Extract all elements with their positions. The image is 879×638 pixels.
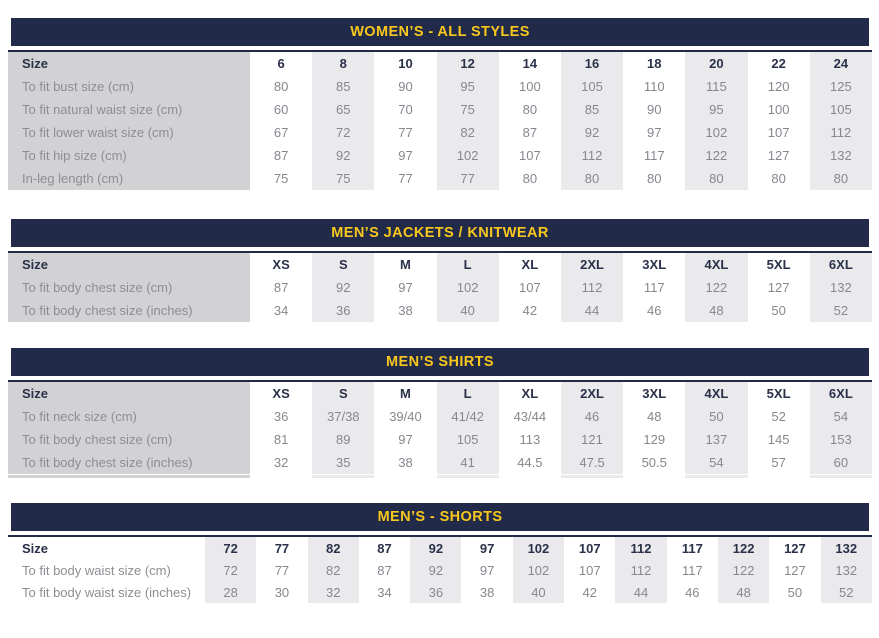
value-cell: 46 (561, 405, 623, 428)
value-cell: 95 (685, 98, 747, 121)
value-cell: 89 (312, 428, 374, 451)
value-cell: 37/38 (312, 405, 374, 428)
value-cell: 42 (522, 303, 538, 318)
value-cell: 80 (646, 171, 662, 186)
size-header-label: Size (8, 51, 250, 75)
row-label (8, 475, 250, 479)
value-cell: 85 (312, 75, 374, 98)
size-cell: 6 (277, 56, 285, 71)
size-header-row (8, 536, 872, 559)
value-cell: 137 (685, 428, 747, 451)
value-cell: 153 (810, 428, 872, 451)
size-cell: 20 (685, 51, 747, 75)
size-cell: 97 (479, 540, 495, 556)
table-row (8, 405, 872, 428)
value-cell: 145 (767, 432, 790, 447)
value-cell: 52 (821, 581, 872, 603)
value-cell: 82 (437, 121, 499, 144)
value-cell: 82 (308, 559, 359, 581)
cropped-partial-row (8, 475, 872, 479)
size-cell: L (437, 381, 499, 405)
value-cell: 97 (479, 562, 495, 578)
size-cell: S (312, 381, 374, 405)
value-cell: 107 (578, 562, 601, 578)
value-cell: 112 (561, 276, 623, 299)
value-cell (561, 475, 623, 479)
value-cell: 40 (437, 299, 499, 322)
value-cell: 60 (810, 451, 872, 475)
value-cell: 52 (771, 409, 786, 424)
size-cell: 14 (522, 56, 538, 71)
value-cell: 100 (518, 79, 541, 94)
value-cell: 80 (522, 102, 538, 117)
row-label: To fit body chest size (cm) (8, 428, 250, 451)
row-label: To fit hip size (cm) (8, 144, 250, 167)
value-cell: 87 (273, 148, 289, 163)
size-cell: 72 (205, 536, 256, 559)
table-row (8, 98, 872, 121)
value-cell: 75 (273, 171, 289, 186)
value-cell: 127 (767, 280, 790, 295)
value-cell: 36 (312, 299, 374, 322)
value-cell: 30 (274, 584, 290, 600)
size-table (8, 50, 872, 190)
size-cell: 92 (410, 536, 461, 559)
value-cell: 81 (273, 432, 289, 447)
value-cell: 110 (643, 79, 665, 94)
size-cell: 77 (274, 540, 290, 556)
size-table-mens-shirts (8, 348, 872, 478)
value-cell: 97 (398, 280, 413, 295)
value-cell (312, 475, 374, 479)
size-guide (0, 18, 879, 603)
value-cell: 87 (273, 280, 289, 295)
size-cell: XL (521, 386, 539, 401)
value-cell (374, 475, 436, 479)
value-cell: 80 (685, 167, 747, 190)
table-title: MEN’S - SHORTS (377, 509, 503, 525)
value-cell: 112 (561, 144, 623, 167)
value-cell: 35 (312, 451, 374, 475)
value-cell: 34 (377, 584, 392, 600)
value-cell (499, 475, 561, 479)
value-cell: 32 (308, 581, 359, 603)
table-title: MEN’S JACKETS / KNITWEAR (331, 225, 549, 241)
row-label: To fit bust size (cm) (8, 75, 250, 98)
value-cell: 85 (561, 98, 623, 121)
value-cell: 107 (518, 148, 541, 163)
size-table-mens-jackets-knitwear (8, 219, 872, 322)
row-label: To fit body waist size (cm) (22, 562, 171, 578)
value-cell (250, 475, 312, 479)
value-cell: 36 (273, 409, 289, 424)
size-cell: 5XL (766, 257, 791, 272)
value-cell: 132 (810, 276, 872, 299)
size-header-label: Size (22, 540, 49, 556)
value-cell: 80 (771, 171, 786, 186)
size-cell: 6XL (810, 252, 872, 276)
value-cell: 57 (771, 455, 786, 470)
value-cell: 28 (205, 581, 256, 603)
value-cell: 60 (273, 102, 289, 117)
value-cell: 132 (810, 144, 872, 167)
value-cell: 95 (437, 75, 499, 98)
value-cell: 50 (685, 405, 747, 428)
value-cell: 113 (519, 432, 541, 447)
value-cell: 65 (312, 98, 374, 121)
row-label: To fit body waist size (inches) (22, 584, 192, 600)
value-cell: 80 (273, 79, 289, 94)
size-header-label: Size (8, 381, 250, 405)
size-table (8, 380, 872, 478)
value-cell: 102 (437, 276, 499, 299)
value-cell: 38 (479, 584, 495, 600)
value-cell: 50 (787, 584, 803, 600)
table-row (8, 144, 872, 167)
size-cell: S (312, 252, 374, 276)
value-cell: 48 (646, 409, 662, 424)
row-label: To fit lower waist size (cm) (8, 121, 250, 144)
size-cell: 18 (646, 56, 662, 71)
value-cell: 40 (513, 581, 564, 603)
value-cell: 122 (685, 144, 747, 167)
value-cell: 54 (685, 451, 747, 475)
size-cell: 82 (308, 536, 359, 559)
size-cell: L (437, 252, 499, 276)
value-cell: 39/40 (389, 409, 422, 424)
size-header-row (8, 252, 872, 276)
value-cell: 38 (398, 455, 413, 470)
size-cell: 127 (784, 540, 806, 556)
value-cell: 127 (784, 562, 806, 578)
value-cell: 105 (810, 98, 872, 121)
table-title-bar (11, 219, 869, 247)
value-cell: 100 (767, 102, 790, 117)
table-row (8, 559, 872, 581)
value-cell: 34 (273, 303, 289, 318)
table-row (8, 276, 872, 299)
value-cell: 80 (810, 167, 872, 190)
value-cell: 117 (681, 562, 703, 578)
size-table (8, 535, 872, 603)
value-cell: 90 (398, 79, 413, 94)
row-label: To fit natural waist size (cm) (8, 98, 250, 121)
value-cell: 105 (561, 75, 623, 98)
value-cell: 122 (718, 559, 769, 581)
size-cell: 10 (398, 56, 413, 71)
table-title-bar (11, 18, 869, 46)
value-cell (748, 475, 810, 479)
value-cell: 121 (561, 428, 623, 451)
table-row (8, 121, 872, 144)
value-cell: 115 (685, 75, 747, 98)
value-cell: 80 (561, 167, 623, 190)
size-cell: XS (272, 386, 290, 401)
size-header-row (8, 381, 872, 405)
size-header-label: Size (8, 252, 250, 276)
value-cell: 97 (398, 148, 413, 163)
size-table-mens-shorts (8, 503, 872, 603)
value-cell: 117 (643, 148, 665, 163)
value-cell: 50 (771, 303, 786, 318)
size-cell: 5XL (766, 386, 791, 401)
size-cell: 24 (810, 51, 872, 75)
value-cell: 50.5 (641, 455, 667, 470)
size-cell: 4XL (685, 381, 747, 405)
value-cell: 41/42 (437, 405, 499, 428)
value-cell: 132 (821, 559, 872, 581)
row-label: To fit body chest size (inches) (8, 451, 250, 475)
value-cell: 41 (437, 451, 499, 475)
value-cell: 92 (561, 121, 623, 144)
value-cell: 44.5 (517, 455, 543, 470)
value-cell: 77 (437, 167, 499, 190)
value-cell: 107 (518, 280, 541, 295)
value-cell: 87 (522, 125, 538, 140)
size-cell: 8 (312, 51, 374, 75)
value-cell: 92 (312, 144, 374, 167)
table-row (8, 581, 872, 603)
row-label: To fit neck size (cm) (8, 405, 250, 428)
value-cell: 92 (312, 276, 374, 299)
row-label: In-leg length (cm) (8, 167, 250, 190)
value-cell: 67 (273, 125, 289, 140)
value-cell: 72 (312, 121, 374, 144)
table-title: WOMEN’S - ALL STYLES (350, 24, 530, 40)
value-cell: 48 (685, 299, 747, 322)
value-cell: 42 (582, 584, 597, 600)
value-cell: 105 (437, 428, 499, 451)
table-row (8, 428, 872, 451)
size-cell: 22 (771, 56, 786, 71)
value-cell: 102 (513, 559, 564, 581)
size-cell: XS (272, 257, 290, 272)
size-cell: 3XL (642, 386, 667, 401)
size-cell: 12 (437, 51, 499, 75)
table-row (8, 75, 872, 98)
size-cell: 4XL (685, 252, 747, 276)
size-cell: 2XL (561, 381, 623, 405)
row-label: To fit body chest size (inches) (8, 299, 250, 322)
table-title: MEN’S SHIRTS (386, 354, 494, 370)
value-cell (810, 475, 872, 479)
value-cell: 117 (643, 280, 665, 295)
value-cell (437, 475, 499, 479)
table-title-bar (11, 348, 869, 376)
value-cell (685, 475, 747, 479)
value-cell: 112 (615, 559, 666, 581)
value-cell: 70 (398, 102, 413, 117)
value-cell: 129 (643, 432, 666, 447)
size-cell: 112 (615, 536, 666, 559)
value-cell: 107 (767, 125, 790, 140)
value-cell: 80 (522, 171, 538, 186)
row-label: To fit body chest size (cm) (8, 276, 250, 299)
size-cell: 122 (718, 536, 769, 559)
size-cell: 87 (377, 540, 392, 556)
size-table (8, 251, 872, 322)
value-cell: 52 (810, 299, 872, 322)
value-cell: 47.5 (561, 451, 623, 475)
value-cell: 97 (398, 432, 413, 447)
value-cell: 77 (274, 562, 290, 578)
value-cell: 36 (410, 581, 461, 603)
size-cell: M (400, 386, 411, 401)
size-table-womens-all-styles (8, 18, 872, 190)
value-cell: 125 (810, 75, 872, 98)
size-cell: M (400, 257, 411, 272)
value-cell: 112 (810, 121, 872, 144)
value-cell: 44 (615, 581, 666, 603)
value-cell: 77 (398, 171, 413, 186)
size-cell: 3XL (642, 257, 667, 272)
value-cell: 102 (437, 144, 499, 167)
value-cell: 44 (561, 299, 623, 322)
value-cell: 92 (410, 559, 461, 581)
value-cell: 46 (646, 303, 662, 318)
value-cell: 48 (718, 581, 769, 603)
size-cell: 107 (578, 540, 601, 556)
value-cell: 122 (685, 276, 747, 299)
value-cell: 102 (685, 121, 747, 144)
value-cell: 120 (767, 79, 790, 94)
table-title-bar (11, 503, 869, 531)
size-cell: 16 (561, 51, 623, 75)
value-cell: 54 (810, 405, 872, 428)
size-cell: 2XL (561, 252, 623, 276)
size-cell: 102 (513, 536, 564, 559)
table-row (8, 167, 872, 190)
value-cell: 75 (437, 98, 499, 121)
value-cell: 127 (767, 148, 790, 163)
size-cell: 6XL (810, 381, 872, 405)
value-cell: 97 (646, 125, 662, 140)
value-cell: 90 (646, 102, 662, 117)
value-cell: 72 (205, 559, 256, 581)
size-cell: 132 (821, 536, 872, 559)
size-header-row (8, 51, 872, 75)
value-cell: 87 (377, 562, 392, 578)
value-cell: 77 (398, 125, 413, 140)
size-cell: XL (521, 257, 539, 272)
value-cell (623, 475, 685, 479)
value-cell: 32 (273, 455, 289, 470)
table-row (8, 451, 872, 475)
value-cell: 75 (312, 167, 374, 190)
table-row (8, 299, 872, 322)
size-cell: 117 (681, 540, 703, 556)
value-cell: 43/44 (513, 409, 547, 424)
value-cell: 38 (398, 303, 413, 318)
value-cell: 46 (685, 584, 700, 600)
